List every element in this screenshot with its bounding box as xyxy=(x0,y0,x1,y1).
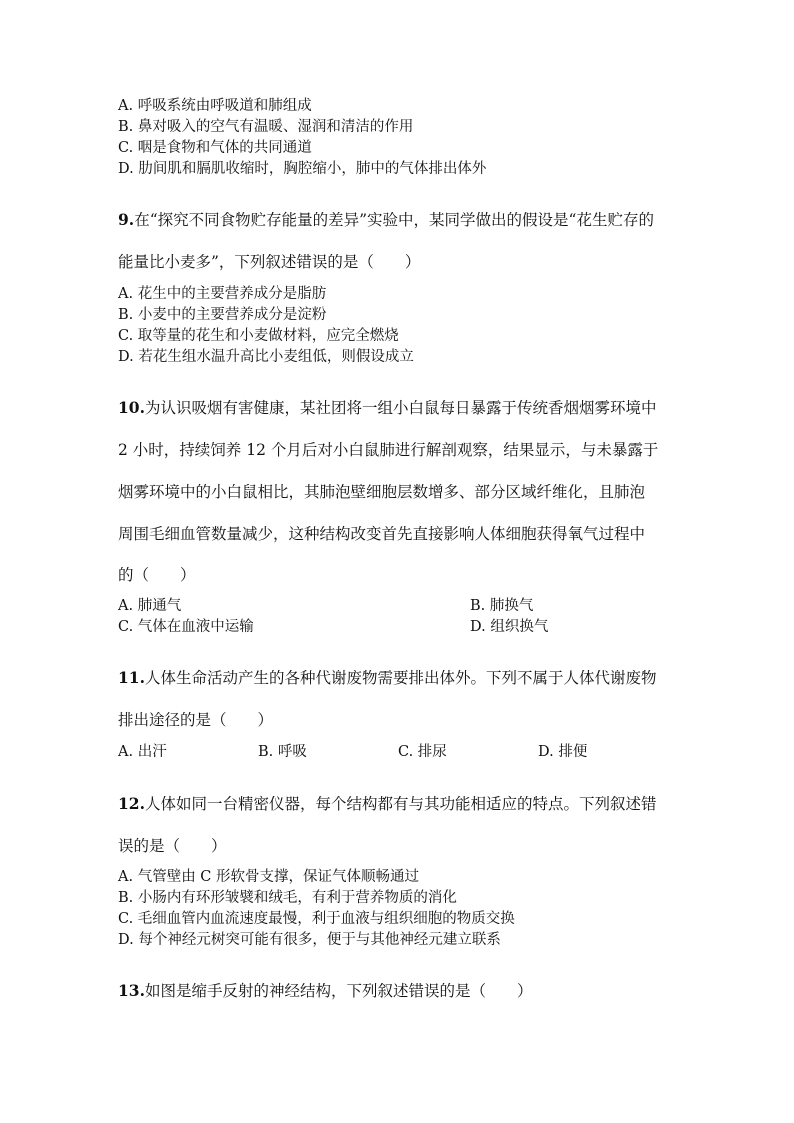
q12-text-1: 人体如同一台精密仪器，每个结构都有与其功能相适应的特点。下列叙述错 xyxy=(144,795,657,813)
q11-number: 11. xyxy=(118,668,145,687)
q10-stem-line-2: 2 小时，持续饲养 12 个月后对小白鼠肺进行解剖观察，结果显示，与未暴露于 xyxy=(118,441,659,459)
q12-option-c: C. 毛细血管内血流速度最慢，利于血液与组织细胞的物质交换 xyxy=(118,911,515,927)
q9-stem-line-1 xyxy=(118,209,654,231)
q12-stem-line-2: 误的是（ ） xyxy=(118,837,227,855)
q9-number: 9. xyxy=(118,210,135,229)
q12-option-b: B. 小肠内有环形皱襞和绒毛，有利于营养物质的消化 xyxy=(118,890,457,906)
q9-option-a: A. 花生中的主要营养成分是脂肪 xyxy=(118,286,327,302)
q11-option-a: A. 出汗 xyxy=(118,744,167,760)
q10-stem-line-4: 周围毛细血管数量减少，这种结构改变首先直接影响人体细胞获得氧气过程中 xyxy=(118,525,646,543)
q10-option-a: A. 肺通气 xyxy=(118,598,182,614)
q10-option-b: B. 肺换气 xyxy=(470,598,534,614)
q11-option-b: B. 呼吸 xyxy=(258,744,307,760)
q10-number: 10. xyxy=(118,398,145,417)
q13-number: 13. xyxy=(118,981,145,1000)
q9-option-d: D. 若花生组水温升高比小麦组低，则假设成立 xyxy=(118,349,414,365)
q11-stem-line-2: 排出途径的是（ ） xyxy=(118,711,274,729)
q8-option-b: B. 鼻对吸入的空气有温暖、湿润和清洁的作用 xyxy=(118,119,414,135)
q12-stem-line-1 xyxy=(118,793,656,815)
q8-option-a: A. 呼吸系统由呼吸道和肺组成 xyxy=(118,98,312,114)
q9-option-c: C. 取等量的花生和小麦做材料，应完全燃烧 xyxy=(118,328,399,344)
q10-text-1: 为认识吸烟有害健康，某社团将一组小白鼠每日暴露于传统香烟烟雾环境中 xyxy=(144,399,657,417)
q10-stem-line-1 xyxy=(118,397,656,419)
q11-stem-line-1 xyxy=(118,667,656,689)
q11-option-c: C. 排尿 xyxy=(398,744,447,760)
q8-option-c: C. 咽是食物和气体的共同通道 xyxy=(118,140,312,156)
q11-option-d: D. 排便 xyxy=(538,744,588,760)
q13-text-1: 如图是缩手反射的神经结构，下列叙述错误的是（ ） xyxy=(144,982,533,1000)
q9-stem-line-2: 能量比小麦多”，下列叙述错误的是（ ） xyxy=(118,253,421,271)
q8-option-d: D. 肋间肌和膈肌收缩时，胸腔缩小，肺中的气体排出体外 xyxy=(118,161,487,177)
q10-option-d: D. 组织换气 xyxy=(470,619,549,635)
q12-option-d: D. 每个神经元树突可能有很多，便于与其他神经元建立联系 xyxy=(118,932,501,948)
q13-stem-line-1 xyxy=(118,980,532,1002)
q11-text-1: 人体生命活动产生的各种代谢废物需要排出体外。下列不属于人体代谢废物 xyxy=(144,669,657,687)
q10-stem-line-3: 烟雾环境中的小白鼠相比，其肺泡壁细胞层数增多、部分区域纤维化，且肺泡 xyxy=(118,483,646,501)
q9-text-1: 在“探究不同食物贮存能量的差异”实验中，某同学做出的假设是“花生贮存的 xyxy=(134,211,654,229)
q10-stem-line-5: 的（ ） xyxy=(118,566,196,584)
q12-option-a: A. 气管壁由 C 形软骨支撑，保证气体顺畅通过 xyxy=(118,869,420,885)
q12-number: 12. xyxy=(118,794,145,813)
q9-option-b: B. 小麦中的主要营养成分是淀粉 xyxy=(118,307,327,323)
q10-option-c: C. 气体在血液中运输 xyxy=(118,619,254,635)
